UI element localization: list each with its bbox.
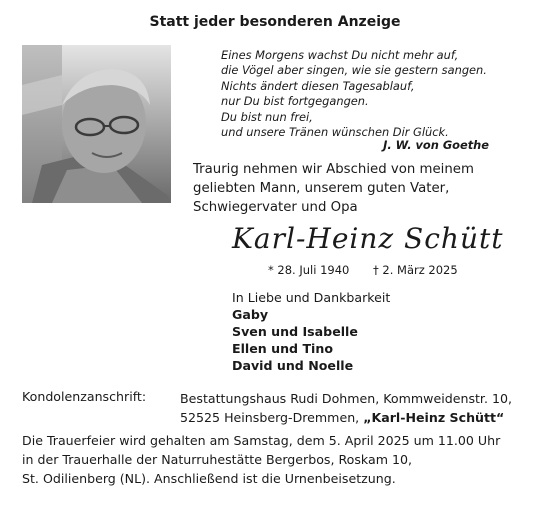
portrait-photo bbox=[22, 45, 171, 203]
intro-line: Traurig nehmen wir Abschied von meinem bbox=[193, 162, 474, 177]
intro-line: geliebten Mann, unserem guten Vater, bbox=[193, 181, 450, 196]
condolence-address bbox=[180, 389, 540, 427]
family-member: Sven und Isabelle bbox=[232, 324, 358, 339]
mourning-intro bbox=[193, 160, 533, 217]
condolence-address-line bbox=[180, 408, 540, 427]
family-list bbox=[232, 289, 532, 374]
family-member: Gaby bbox=[232, 307, 269, 322]
poem-line: nur Du bist fortgegangen. bbox=[221, 94, 369, 109]
condolence-address-line: Bestattungshaus Rudi Dohmen, Kommweidenstr. 10, bbox=[180, 391, 512, 406]
condolence-label: Kondolenzanschrift: bbox=[22, 389, 147, 404]
birth-date: * 28. Juli 1940 bbox=[268, 263, 350, 277]
deceased-name: Karl-Heinz Schütt bbox=[232, 222, 504, 255]
condolence-city: 52525 Heinsberg-Dremmen, bbox=[180, 410, 364, 425]
portrait-image bbox=[22, 45, 171, 203]
poem-line: Nichts ändert diesen Tagesablauf, bbox=[221, 78, 415, 93]
poem-author: J. W. von Goethe bbox=[383, 138, 489, 152]
poem-line: Eines Morgens wachst Du nicht mehr auf, bbox=[221, 48, 459, 62]
family-member: Ellen und Tino bbox=[232, 341, 333, 356]
poem-line: Du bist nun frei, bbox=[221, 109, 313, 124]
death-date: † 2. März 2025 bbox=[373, 263, 458, 277]
family-intro: In Liebe und Dankbarkeit bbox=[232, 290, 391, 305]
poem bbox=[221, 48, 521, 140]
life-dates bbox=[268, 263, 488, 277]
ceremony-line: St. Odilienberg (NL). Anschließend ist die Urnenbeisetzung. bbox=[22, 471, 396, 486]
ceremony-line: in der Trauerhalle der Naturruhestätte Bergerbos, Roskam 10, bbox=[22, 452, 413, 467]
ceremony-line: Die Trauerfeier wird gehalten am Samstag, dem 5. April 2025 um 11.00 Uhr bbox=[22, 433, 501, 448]
poem-line: und unsere Tränen wünschen Dir Glück. bbox=[221, 125, 449, 140]
notice-heading: Statt jeder besonderen Anzeige bbox=[149, 14, 401, 30]
intro-line: Schwiegervater und Opa bbox=[193, 200, 358, 215]
condolence-keyword: „Karl-Heinz Schütt“ bbox=[363, 410, 505, 425]
family-member: David und Noelle bbox=[232, 358, 354, 373]
poem-line: die Vögel aber singen, wie sie gestern sangen. bbox=[221, 63, 487, 78]
ceremony-info bbox=[22, 431, 542, 488]
